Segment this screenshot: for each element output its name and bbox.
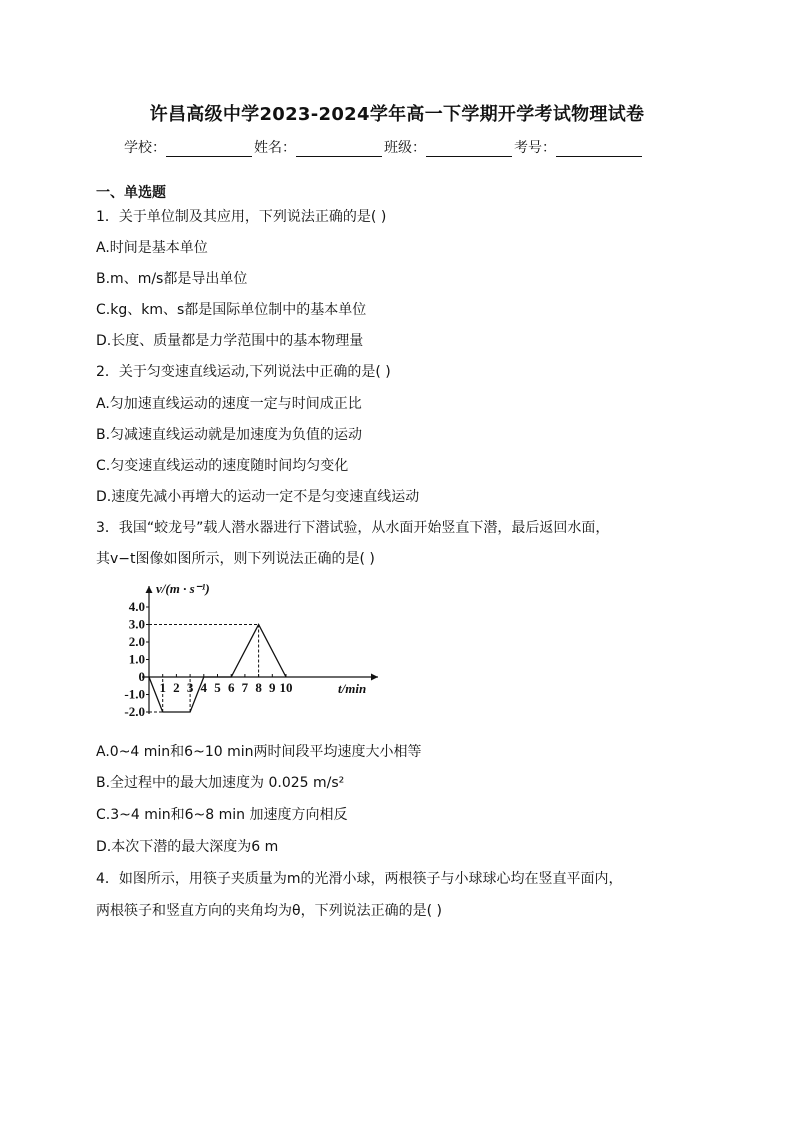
y-tick-label: 4.0 <box>128 599 145 614</box>
question-3-option-d: D.本次下潜的最大深度为6 m <box>96 839 279 855</box>
question-3-option-a: A.0~4 min和6~10 min两时间段平均速度大小相等 <box>96 744 422 760</box>
x-tick-label: 8 <box>255 680 262 695</box>
question-2-option-c: C.匀变速直线运动的速度随时间均匀变化 <box>96 458 349 474</box>
exam-title: 许昌高级中学2023-2024学年高一下学期开学考试物理试卷 <box>149 104 645 125</box>
y-tick-label: -2.0 <box>124 704 145 719</box>
series-line <box>149 625 286 713</box>
y-tick-label: 3.0 <box>128 616 145 632</box>
y-tick-label: 1.0 <box>128 651 145 667</box>
question-4-stem-line-2: 两根筷子和竖直方向的夹角均为θ，下列说法正确的是( ) <box>96 903 442 919</box>
class-field[interactable] <box>384 137 514 157</box>
question-3-stem-line-2: 其v−t图像如图所示，则下列说法正确的是( ) <box>96 551 375 567</box>
x-tick-label: 7 <box>241 680 249 695</box>
question-2-stem: 2．关于匀变速直线运动,下列说法中正确的是( ) <box>96 364 391 380</box>
section-heading: 一、单选题 <box>96 185 166 201</box>
number-field[interactable] <box>514 137 644 157</box>
question-1-option-a: A.时间是基本单位 <box>96 240 208 256</box>
question-2-option-a: A.匀加速直线运动的速度一定与时间成正比 <box>96 396 362 412</box>
student-info-row <box>124 135 644 157</box>
school-label: 学校： <box>124 140 166 156</box>
question-1-option-c: C.kg、km、s都是国际单位制中的基本单位 <box>96 302 367 318</box>
question-1-option-d: D.长度、质量都是力学范围中的基本物理量 <box>96 333 364 349</box>
number-label: 考号： <box>514 140 556 156</box>
y-tick-label: 0 <box>138 669 145 684</box>
x-axis-label: t/min <box>338 681 367 696</box>
x-tick-label: 5 <box>214 680 221 695</box>
y-tick-label: -1.0 <box>124 686 145 702</box>
question-2-option-d: D.速度先减小再增大的运动一定不是匀变速直线运动 <box>96 489 420 505</box>
class-blank[interactable] <box>426 140 512 157</box>
y-axis-label: v/(m · s⁻¹) <box>156 581 210 596</box>
school-field[interactable] <box>124 137 254 157</box>
number-blank[interactable] <box>556 140 642 157</box>
y-tick-label: 2.0 <box>128 634 145 649</box>
vt-chart <box>112 574 382 734</box>
x-tick-label: 1 <box>159 680 166 695</box>
question-3-option-b: B.全过程中的最大加速度为 0.025 m/s² <box>96 775 345 791</box>
question-1-option-b: B.m、m/s都是导出单位 <box>96 271 248 287</box>
question-4-stem-line-1: 4．如图所示，用筷子夹质量为m的光滑小球，两根筷子与小球球心均在竖直平面内， <box>96 871 623 887</box>
name-label: 姓名： <box>254 140 296 156</box>
school-blank[interactable] <box>166 140 252 157</box>
x-tick-label: 9 <box>269 680 276 695</box>
x-tick-label: 3 <box>186 680 194 695</box>
x-tick-label: 6 <box>227 680 235 695</box>
x-tick-label: 4 <box>200 680 208 695</box>
question-2-option-b: B.匀减速直线运动就是加速度为负值的运动 <box>96 427 363 443</box>
question-3-option-c: C.3~4 min和6~8 min 加速度方向相反 <box>96 807 348 823</box>
name-field[interactable] <box>254 137 384 157</box>
class-label: 班级： <box>384 140 426 156</box>
x-tick-label: 2 <box>173 680 180 695</box>
name-blank[interactable] <box>296 140 382 157</box>
x-tick-label: 10 <box>279 680 293 695</box>
question-1-stem: 1．关于单位制及其应用，下列说法正确的是( ) <box>96 209 387 225</box>
question-3-stem-line-1: 3．我国“蛟龙号”载人潜水器进行下潜试验，从水面开始竖直下潜，最后返回水面， <box>96 520 610 536</box>
